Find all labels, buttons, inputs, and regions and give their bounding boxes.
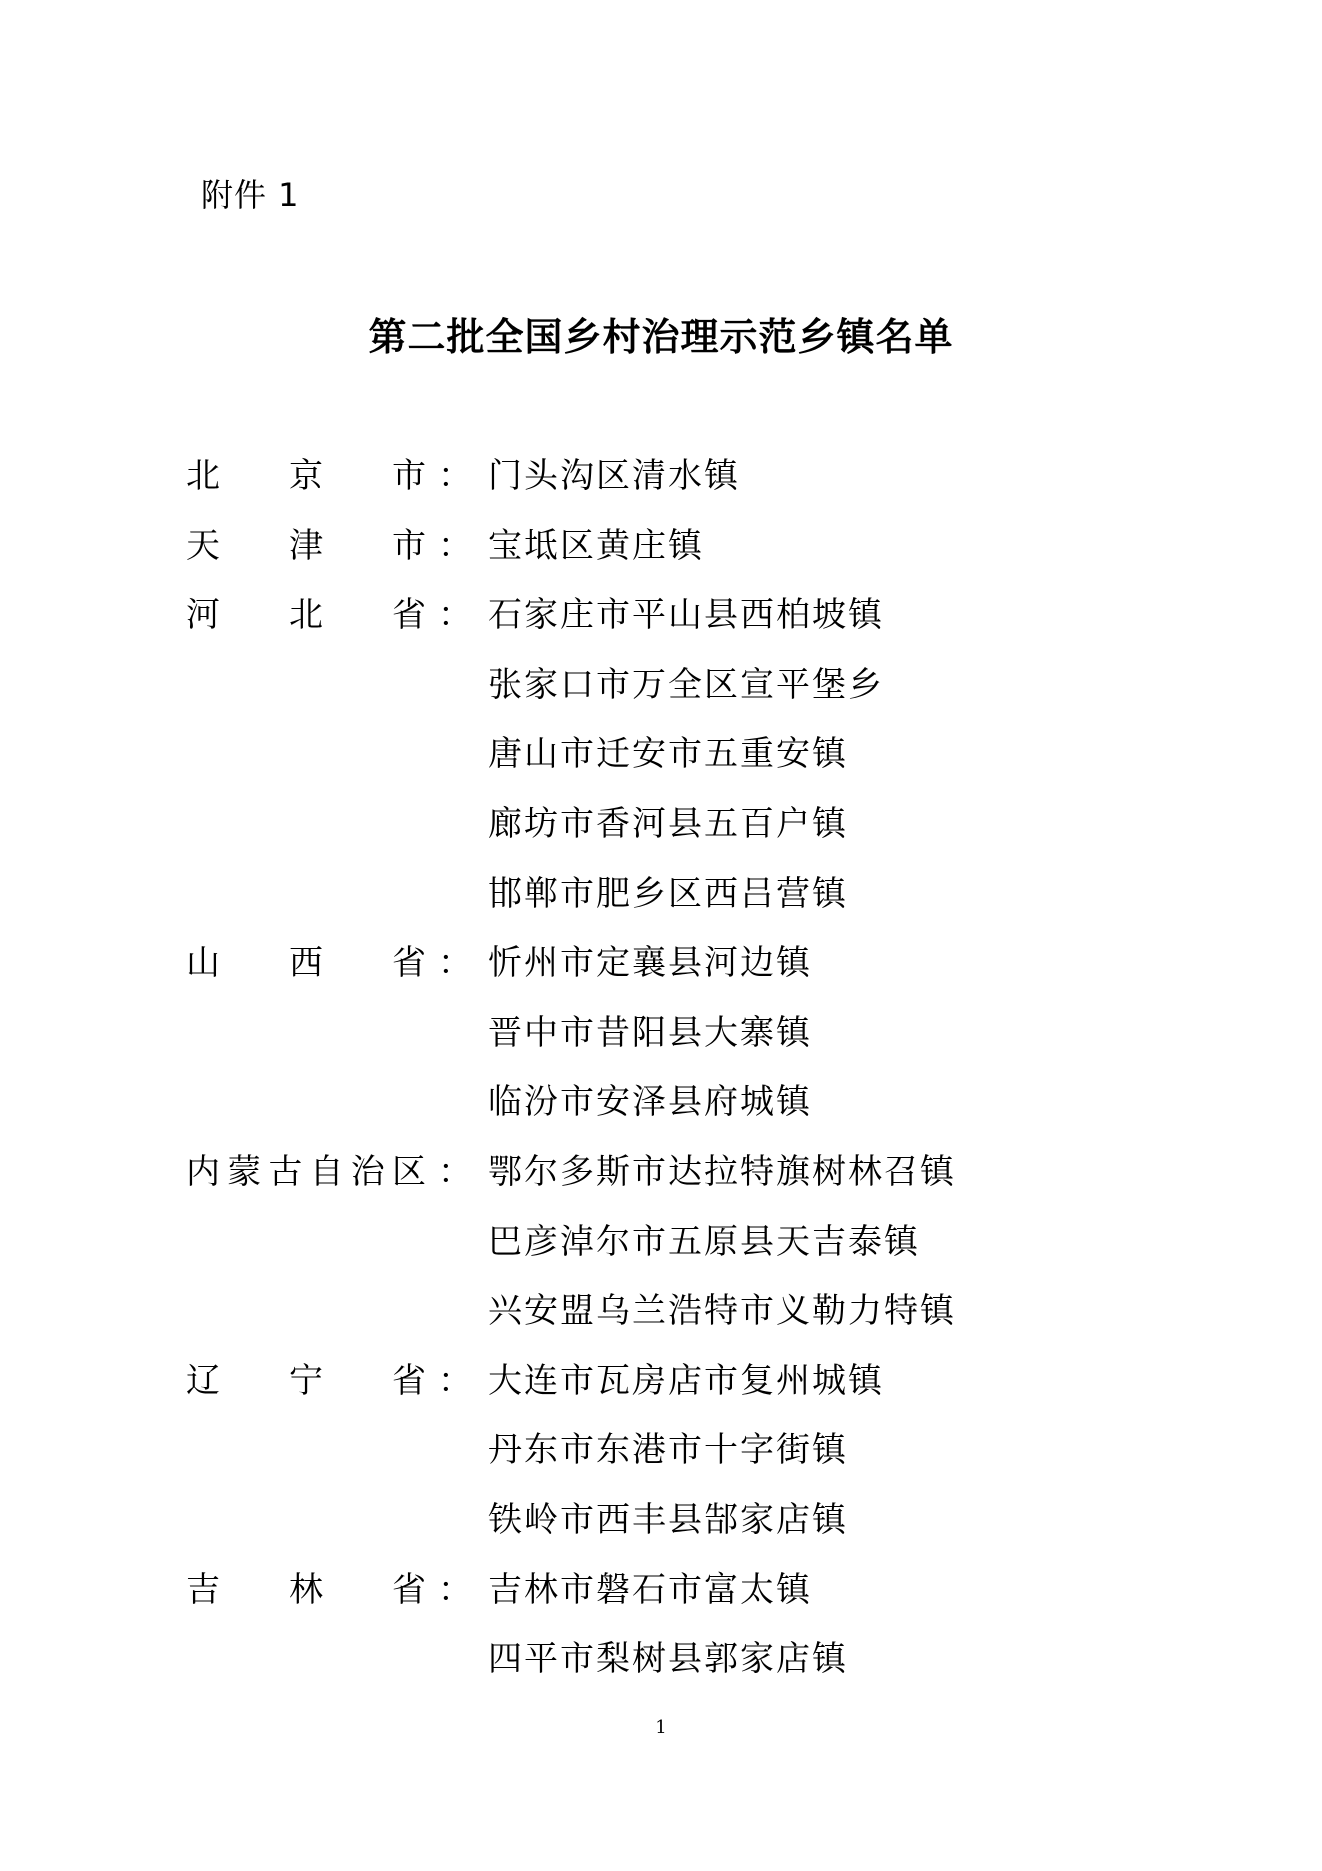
town-name: 门头沟区清水镇 [488, 456, 740, 496]
list-item [186, 1077, 1186, 1147]
town-name: 临汾市安泽县府城镇 [488, 1082, 812, 1123]
region-name [186, 1077, 426, 1127]
region-name [186, 660, 426, 710]
town-name: 邯郸市肥乡区西吕营镇 [488, 873, 848, 914]
region-name [186, 1217, 426, 1267]
region-colon: ： [438, 525, 472, 566]
town-name: 忻州市定襄县河边镇 [488, 943, 812, 984]
list-item [186, 1565, 1186, 1635]
region-colon: ： [438, 943, 472, 984]
list-item [186, 1634, 1186, 1704]
region-name: 内 蒙 古 自 治 区 [186, 1151, 426, 1192]
town-name: 巴彦淖尔市五原县天吉泰镇 [488, 1221, 920, 1262]
list-item [186, 729, 1186, 799]
region-name [186, 1495, 426, 1545]
list-item [186, 1356, 1186, 1426]
region-name: 吉 林 省 [186, 1569, 426, 1610]
list-item [186, 521, 1186, 591]
town-name: 四平市梨树县郭家店镇 [488, 1639, 848, 1680]
region-name [186, 1634, 426, 1684]
region-name: 山 西 省 [186, 943, 426, 984]
list-item [186, 869, 1186, 939]
region-colon: ： [438, 1360, 472, 1401]
town-name: 铁岭市西丰县郜家店镇 [488, 1499, 848, 1540]
region-colon: ： [438, 595, 472, 636]
region-colon: ： [438, 1569, 472, 1610]
town-name: 唐山市迁安市五重安镇 [488, 734, 848, 775]
region-name [186, 1286, 426, 1336]
list-item [186, 1147, 1186, 1217]
town-list [186, 451, 1186, 1704]
town-name: 兴安盟乌兰浩特市义勒力特镇 [488, 1291, 956, 1332]
town-name: 晋中市昔阳县大寨镇 [488, 1012, 812, 1053]
list-item [186, 1008, 1186, 1078]
town-name: 石家庄市平山县西柏坡镇 [488, 595, 884, 636]
page-title: 第二批全国乡村治理示范乡镇名单 [368, 315, 954, 359]
list-item [186, 590, 1186, 660]
region-name [186, 799, 426, 849]
list-item [186, 1425, 1186, 1495]
town-name: 大连市瓦房店市复州城镇 [488, 1360, 884, 1401]
region-colon: ： [438, 456, 472, 496]
town-name: 宝坻区黄庄镇 [488, 525, 704, 566]
list-item [186, 1495, 1186, 1565]
page-number: 1 [655, 1717, 667, 1738]
list-item [186, 938, 1186, 1008]
town-name: 丹东市东港市十字街镇 [488, 1430, 848, 1471]
town-name: 廊坊市香河县五百户镇 [488, 803, 848, 844]
region-name [186, 1425, 426, 1475]
region-name [186, 729, 426, 779]
town-name: 吉林市磐石市富太镇 [488, 1569, 812, 1610]
region-colon: ： [438, 1151, 472, 1192]
list-item [186, 451, 1186, 521]
region-name: 辽 宁 省 [186, 1360, 426, 1401]
list-item [186, 1286, 1186, 1356]
town-name: 张家口市万全区宣平堡乡 [488, 664, 884, 705]
list-item [186, 799, 1186, 869]
region-name: 北 京 市 [186, 456, 426, 496]
attachment-label: 附件 1 [201, 176, 300, 214]
region-name: 天 津 市 [186, 525, 426, 566]
region-name: 河 北 省 [186, 595, 426, 636]
region-name [186, 869, 426, 919]
town-name: 鄂尔多斯市达拉特旗树林召镇 [488, 1151, 956, 1192]
list-item [186, 1217, 1186, 1287]
region-name [186, 1008, 426, 1058]
list-item [186, 660, 1186, 730]
